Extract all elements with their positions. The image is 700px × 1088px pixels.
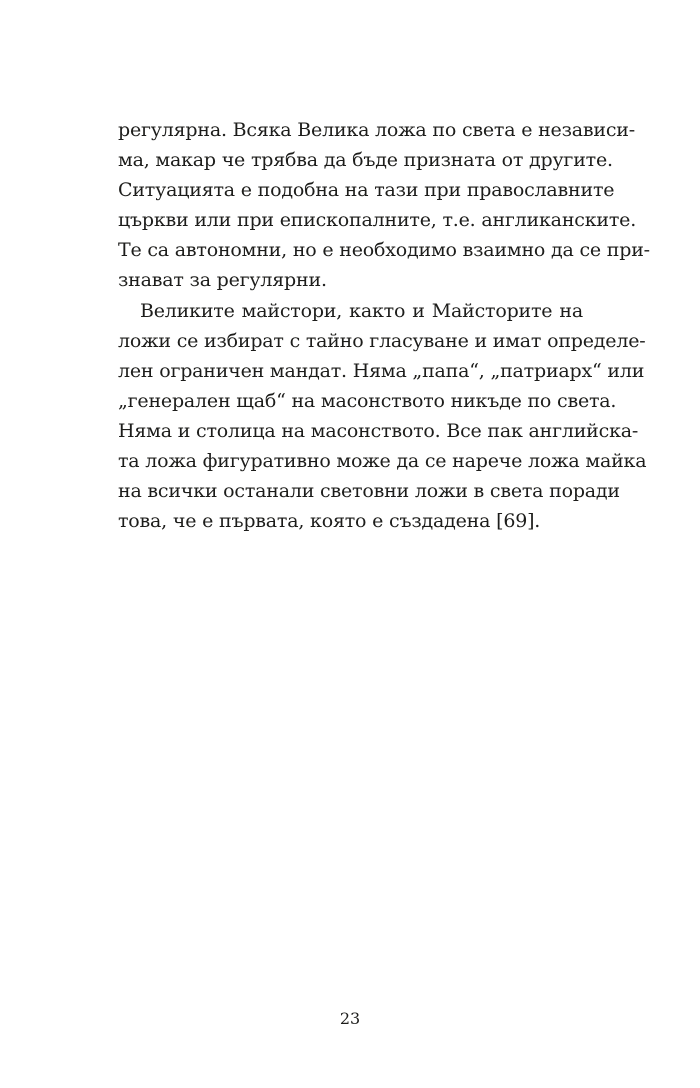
text-line: Ситуацията е подобна на тази при православните — [118, 179, 615, 202]
text-line: Няма и столица на масонството. Все пак английска- — [118, 419, 639, 442]
text-line: регулярна. Всяка Велика ложа по света е независи- — [118, 119, 635, 141]
text-line: църкви или при епископалните, т.е. англиканските. — [118, 209, 637, 232]
text-line: на всички останали световни ложи в света поради — [118, 480, 620, 503]
text-line: та ложа фигуративно може да се нарече ложа майка — [118, 450, 647, 473]
text-line: ма, макар че трябва да бъде призната от другите. — [118, 149, 613, 172]
text-line: знават за регулярни. — [118, 269, 327, 292]
text-line: Великите майстори, както и Майсторите на — [140, 299, 583, 322]
page-number: 23 — [339, 1009, 361, 1028]
text-line: това, че е първата, която е създадена [69]. — [118, 510, 541, 533]
text-line: „генерален щаб“ на масонството никъде по света. — [118, 389, 617, 412]
paragraph — [118, 296, 647, 537]
page-body — [118, 115, 650, 536]
paragraph — [118, 115, 650, 296]
text-line: ложи се избират с тайно гласуване и имат определе- — [118, 329, 646, 352]
text-line: лен ограничен мандат. Няма „папа“, „патриарх“ или — [118, 359, 645, 382]
text-line: Те са автономни, но е необходимо взаимно да се при- — [118, 239, 650, 262]
